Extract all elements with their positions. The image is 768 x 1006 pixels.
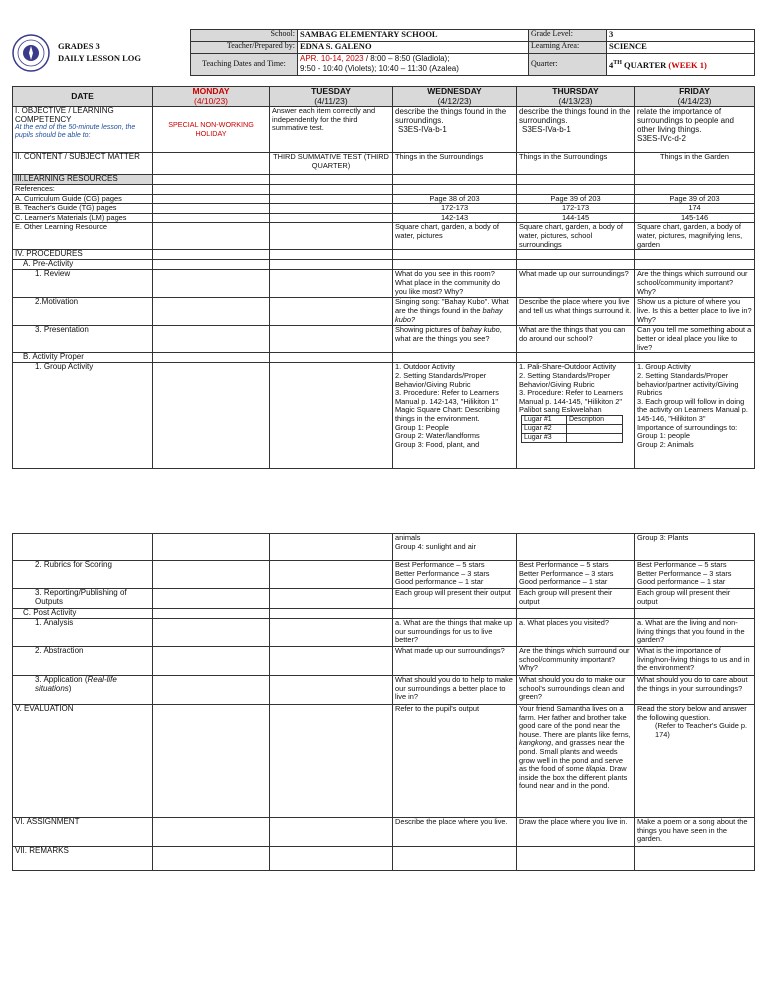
evaluation-thursday [517,705,635,818]
group-thu-line: 3. Procedure: Refer to Learners Manual p. 144-145, "Hilikiton 2" [519,388,623,406]
group-wed-line: 3. Procedure: Refer to Learners Manual p. 142-143, "Hilikiton 1" [395,388,499,406]
empty-cell [153,619,270,647]
empty-cell [517,260,635,270]
rubric-line: Best Performance – 5 stars [519,560,609,569]
quarter-value [607,54,755,76]
group-fri-line: Importance of surroundings to: [637,422,738,432]
empty-cell [517,185,635,195]
evaluation-thu-b: , and grasses near the pond. Small plants and weeds grow well in the pond and serve as the food of some [519,738,625,774]
content-friday: Things in the Garden [635,153,755,175]
dates-rest: / 8:00 – 8:50 (Gladiola); [363,54,450,63]
empty-cell [153,818,270,847]
presentation-wednesday-a: Showing pictures of [395,325,462,335]
form-title [58,40,141,64]
objective-thursday-2: S3ES-IVa-b-1 [522,125,571,134]
empty-cell [270,847,393,871]
empty-cell [635,175,755,185]
content-monday [153,153,270,175]
grade-value: 3 [607,30,755,42]
group-thu-line: 1. Pali-Share-Outdoor Activity [519,362,616,372]
lugar-table [521,415,623,443]
motivation-label: 2.Motivation [13,298,153,326]
motivation-wednesday-i: bahay kubo? [395,305,503,324]
cg-thursday: Page 39 of 203 [517,194,635,204]
other-friday: Square chart, garden, a body of water, pictures, magnifying lens, garden [635,223,755,250]
motivation-friday: Show us a picture of where you live. Is this a better place to live in? Why? [635,298,755,326]
group-fri-line: 2. Setting Standards/Proper behavior/partner activity/Giving Rubrics [637,370,739,398]
group-friday-cont: Group 3: Plants [635,534,755,561]
rubric-line: Good performance – 1 star [637,577,726,587]
reporting-wednesday: Each group will present their output [393,589,517,609]
teacher-value: EDNA S. GALENO [298,42,529,54]
analysis-friday: a. What are the living and non-living things that you found in the garden? [635,619,755,647]
day-friday [635,87,755,107]
content-label: II. CONTENT / SUBJECT MATTER [13,153,153,175]
objective-friday [635,107,755,153]
rubrics-thursday [517,561,635,589]
tuesday-date: (4/11/23) [314,95,348,106]
presentation-wednesday [393,326,517,353]
analysis-thursday: a. What places you visited? [517,619,635,647]
presentation-wednesday-b: , what are the things you see? [395,325,502,343]
reporting-friday: Each group will present their output [635,589,755,609]
empty-cell [153,589,270,609]
assignment-label: VI. ASSIGNMENT [13,818,153,847]
lm-label: C. Learner's Materials (LM) pages [13,213,153,223]
empty-cell [153,609,270,619]
group-wed-line: 1. Outdoor Activity [395,362,455,372]
application-label-i: Real-life situations [35,675,117,693]
empty-cell [270,326,393,353]
review-friday: Are the things which surround our school/community important? Why? [635,270,755,298]
group-fri-line: 1. Group Activity [637,362,691,372]
group-wednesday-cont [393,534,517,561]
objective-tuesday: Answer each item correctly and independently for the third summative test. [270,107,393,153]
presentation-friday: Can you tell me something about a better or ideal place you like to live? [635,326,755,353]
empty-cell [153,270,270,298]
empty-cell [270,213,393,223]
wednesday-date: (4/12/23) [437,95,472,106]
evaluation-thu-i1: kangkong [519,738,552,748]
quarter-label: Quarter: [529,54,607,76]
empty-cell [270,647,393,676]
day-monday [153,87,270,107]
empty-cell [393,353,517,363]
day-thursday [517,87,635,107]
empty-cell [567,433,623,442]
lm-thursday: 144-145 [517,213,635,223]
group-friday [635,363,755,469]
group-wed-line: 2. Setting Standards/Proper Behavior/Giving Rubric [395,370,487,389]
form-title-log: DAILY LESSON LOG [58,53,141,63]
lugar-2: Lugar #2 [522,424,567,433]
reporting-thursday: Each group will present their output [517,589,635,609]
empty-cell [153,223,270,250]
group-wed-cont-line: animals [395,533,421,542]
evaluation-thu-a: Your friend Samantha lives on a farm. Her father and brother take good care of the pond near the house. There are plants like ferns, [519,704,631,739]
pre-activity-label: A. Pre-Activity [13,260,153,270]
abstraction-thursday: Are the things which surround our school/community important? Why? [517,647,635,676]
tg-label: B. Teacher's Guide (TG) pages [13,204,153,214]
group-wednesday [393,363,517,469]
group-fri-line: Group 2: Animals [637,439,694,449]
rubrics-wednesday [393,561,517,589]
group-fri-line: Group 1: people [637,431,691,441]
post-activity-label: C. Post Activity [13,609,153,619]
thursday-name: THURSDAY [552,86,599,96]
day-tuesday [270,87,393,107]
monday-date: (4/10/23) [193,95,229,106]
assignment-friday: Make a poem or a song about the things you have seen in the garden. [635,818,755,847]
lugar-1: Lugar #1 [522,415,567,424]
rubric-line: Better Performance – 3 stars [519,568,614,578]
references-label: References: [13,185,153,195]
empty-cell [270,353,393,363]
abstraction-friday: What is the importance of living/non-living things to us and in the environment? [635,647,755,676]
group-wed-line: Group 2: Water/landforms [395,431,480,441]
empty-cell [635,260,755,270]
school-value: SAMBAG ELEMENTARY SCHOOL [298,30,529,42]
tg-wednesday: 172-173 [393,204,517,214]
deped-seal-logo [12,34,50,72]
assignment-thursday: Draw the place where you live in. [517,818,635,847]
abstraction-wednesday: What made up our surroundings? [393,647,517,676]
remarks-label: VII. REMARKS [13,847,153,871]
objective-note: At the end of the 50-minute lesson, the pupils should be able to: [15,124,136,140]
empty-cell [517,353,635,363]
empty-cell [153,260,270,270]
dates-line2: 9:50 - 10:40 (Violets); 10:40 – 11:30 (Azalea) [300,64,459,73]
rubrics-label: 2. Rubrics for Scoring [13,561,153,589]
application-label-a: 3. Application ( [35,675,88,684]
tuesday-name: TUESDAY [311,86,351,96]
quarter-word: QUARTER [621,60,669,71]
cg-friday: Page 39 of 203 [635,194,755,204]
activity-proper-label: B. Activity Proper [13,353,153,363]
evaluation-label: V. EVALUATION [13,705,153,818]
empty-cell [270,561,393,589]
assignment-wednesday: Describe the place where you live. [393,818,517,847]
header-table [190,29,755,76]
teacher-label: Teacher/Prepared by: [191,42,298,54]
evaluation-wednesday: Refer to the pupil's output [393,705,517,818]
empty-cell [270,619,393,647]
other-wednesday: Square chart, garden, a body of water, pictures [393,223,517,250]
objective-label-cell [13,107,153,153]
empty-cell [635,609,755,619]
rubric-line: Better Performance – 3 stars [395,568,490,578]
evaluation-friday [635,705,755,818]
lugar-3: Lugar #3 [522,433,567,442]
empty-cell [153,705,270,818]
description-header: Description [567,415,623,424]
tg-friday: 174 [635,204,755,214]
empty-cell [153,647,270,676]
group-thu-line: 2. Setting Standards/Proper Behavior/Giving Rubric [519,370,611,389]
empty-cell [270,223,393,250]
review-thursday: What made up our surroundings? [517,270,635,298]
empty-cell [153,534,270,561]
evaluation-fri-2: (Refer to Teacher's Guide p. 174) [655,721,748,739]
quarter-week: (WEEK 1) [668,60,707,71]
empty-cell [153,676,270,705]
empty-cell [270,363,393,469]
objective-thursday [517,107,635,153]
cg-label: A. Curriculum Guide (CG) pages [13,194,153,204]
empty-cell [270,589,393,609]
application-thursday: What should you do to make our school's surroundings clean and green? [517,676,635,705]
empty-cell [517,847,635,871]
empty-cell [270,609,393,619]
analysis-label: 1. Analysis [13,619,153,647]
lesson-table-page2 [12,533,755,871]
group-thursday [517,363,635,469]
group-activity-label: 1. Group Activity [13,363,153,469]
content-wednesday: Things in the Surroundings [393,153,517,175]
dates-label: Teaching Dates and Time: [191,54,298,76]
friday-name: FRIDAY [679,86,710,96]
application-label [13,676,153,705]
quarter-sup: TH [613,60,622,67]
group-wed-line: Magic Square Chart: Describing things in the environment. [395,405,500,423]
resources-label: III.LEARNING RESOURCES [13,175,153,185]
school-label: School: [191,30,298,42]
empty-cell [635,250,755,260]
empty-cell [153,326,270,353]
content-tuesday: THIRD SUMMATIVE TEST (THIRD QUARTER) [270,153,393,175]
application-wednesday: What should you do to help to make our surroundings a better place to live in? [393,676,517,705]
application-label-b: ) [68,683,72,693]
rubric-line: Better Performance – 3 stars [637,568,732,578]
empty-cell [153,847,270,871]
objective-monday: SPECIAL NON-WORKING HOLIDAY [153,107,270,153]
empty-cell [393,250,517,260]
abstraction-label: 2. Abstraction [13,647,153,676]
empty-cell [393,609,517,619]
empty-cell [153,298,270,326]
dates-red: APR. 10-14, 2023 [300,54,364,63]
empty-cell [270,270,393,298]
group-wed-cont-line: Group 4: sunlight and air [395,541,476,551]
rubric-line: Good performance – 1 star [395,577,484,587]
analysis-wednesday: a. What are the things that make up our surroundings for us to live better? [393,619,517,647]
evaluation-thu-c: . Draw inside the box the different plants found near and in the pond. [519,764,628,791]
group-wed-line: Group 3: Food, plant, and [395,439,480,449]
rubric-line: Best Performance – 5 stars [637,560,727,569]
area-label: Learning Area: [529,42,607,54]
date-label: DATE [13,87,153,107]
empty-cell [153,353,270,363]
motivation-wednesday [393,298,517,326]
application-friday: What should you do to care about the things in your surroundings? [635,676,755,705]
wednesday-name: WEDNESDAY [427,86,482,96]
presentation-label: 3. Presentation [13,326,153,353]
lm-wednesday: 142-143 [393,213,517,223]
grade-label: Grade Level: [529,30,607,42]
rubric-line: Best Performance – 5 stars [395,560,485,569]
review-label: 1. Review [13,270,153,298]
empty-cell [270,194,393,204]
empty-cell [270,534,393,561]
procedures-label: IV. PROCEDURES [13,250,153,260]
empty-cell [153,213,270,223]
lesson-table-page1 [12,86,755,469]
objective-wednesday-1: describe the things found in the surroundings. [395,107,507,125]
empty-cell [393,847,517,871]
objective-friday-2: S3ES-IVc-d-2 [637,134,686,143]
objective-friday-1: relate the importance of surroundings to people and other living things. [637,107,734,134]
empty-cell [517,175,635,185]
dates-value [298,54,529,76]
group-thu-line: Palibot sang Eskwelahan [519,405,602,415]
content-thursday: Things in the Surroundings [517,153,635,175]
empty-cell [635,353,755,363]
empty-cell [153,204,270,214]
group-fri-line: 3. Each group will follow in doing the activity on Learners Manual p. 145-146, "Hilikiton 3" [637,396,748,423]
empty-cell [270,175,393,185]
empty-cell [270,204,393,214]
empty-cell [635,185,755,195]
day-wednesday [393,87,517,107]
empty-cell [393,260,517,270]
empty-cell [517,534,635,561]
other-resource-label: E. Other Learning Resource [13,223,153,250]
empty-cell [567,424,623,433]
friday-date: (4/14/23) [677,95,712,106]
empty-cell [393,185,517,195]
empty-cell [153,363,270,469]
thursday-date: (4/13/23) [558,95,593,106]
empty-cell [153,175,270,185]
group-wed-line: Group 1: People [395,422,449,432]
empty-cell [153,194,270,204]
empty-cell [153,185,270,195]
empty-cell [517,250,635,260]
objective-thursday-1: describe the things found in the surroundings. [519,107,631,125]
empty-cell [270,260,393,270]
empty-cell [517,609,635,619]
review-wednesday: What do you see in this room? What place in the community do you like most? Why? [393,270,517,298]
evaluation-thu-i2: tilapia [585,764,606,774]
empty-cell [270,298,393,326]
motivation-wednesday-a: Singing song: "Bahay Kubo". What are the things found in the [395,297,509,315]
lm-friday: 145-146 [635,213,755,223]
evaluation-fri-1: Read the story below and answer the following question. [637,704,747,722]
empty-cell [270,250,393,260]
empty-cell [635,847,755,871]
empty-cell [270,676,393,705]
empty-cell [270,818,393,847]
area-value: SCIENCE [607,42,755,54]
objective-wednesday-2: S3ES-IVa-b-1 [398,125,447,134]
other-thursday: Square chart, garden, a body of water, pictures, school surroundings [517,223,635,250]
empty-cell [393,175,517,185]
empty-cell [270,185,393,195]
rubrics-friday [635,561,755,589]
empty-cell [270,705,393,818]
cg-wednesday: Page 38 of 203 [393,194,517,204]
empty-cell [153,561,270,589]
quarter-num: 4 [609,60,614,71]
presentation-thursday: What are the things that you can do around our school? [517,326,635,353]
objective-label: I. OBJECTIVE / LEARNING COMPETENCY [15,106,114,124]
tg-thursday: 172-173 [517,204,635,214]
rubric-line: Good performance – 1 star [519,577,608,587]
form-title-grade: GRADES 3 [58,41,100,51]
presentation-wednesday-i: bahay kubo [461,325,500,335]
motivation-thursday: Describe the place where you live and tell us what things surround it. [517,298,635,326]
empty-cell [153,250,270,260]
monday-name: MONDAY [192,86,230,96]
objective-wednesday [393,107,517,153]
empty-cell [13,534,153,561]
reporting-label: 3. Reporting/Publishing of Outputs [13,589,153,609]
